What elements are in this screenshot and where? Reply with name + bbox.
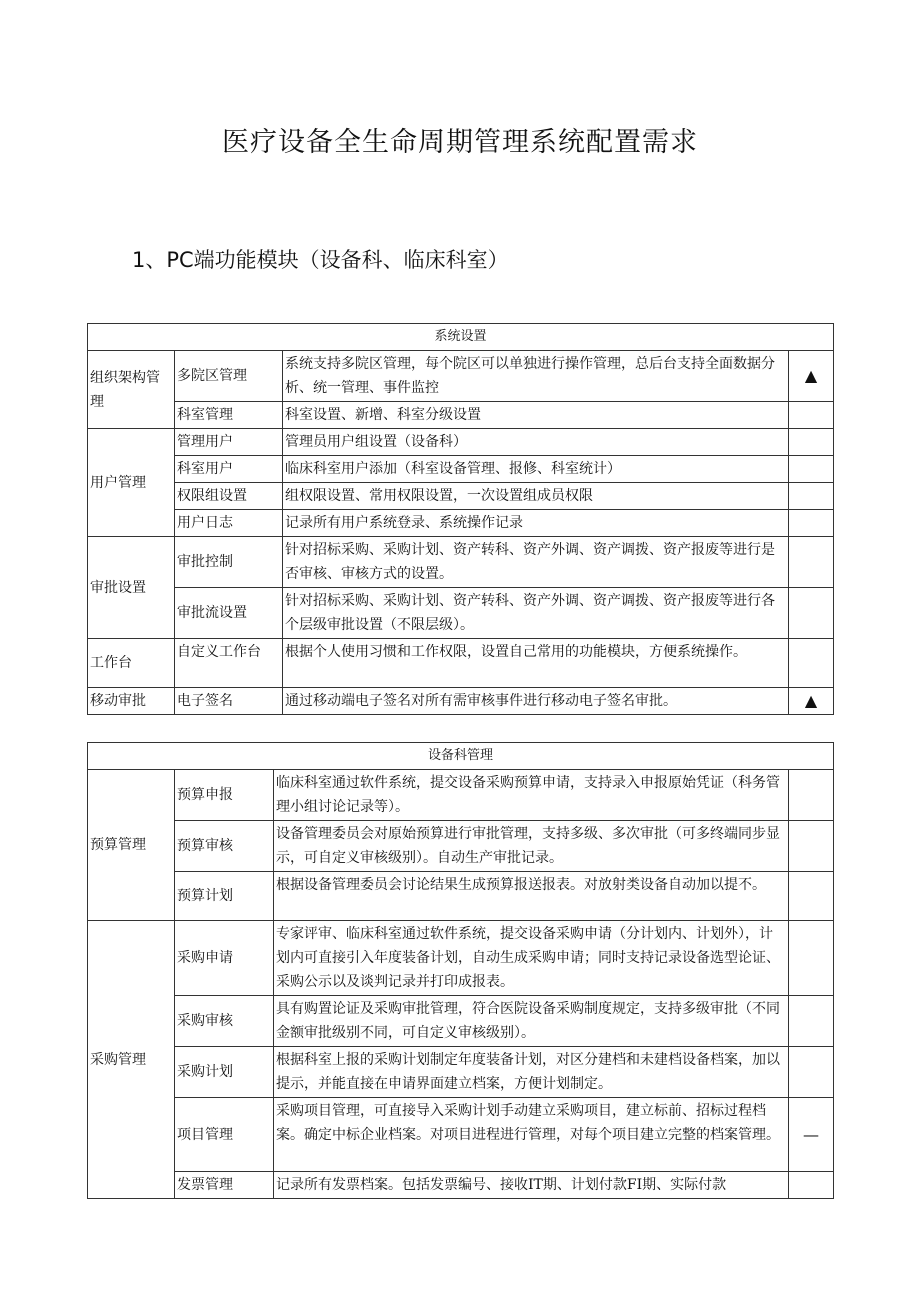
desc-cell: 临床科室用户添加（科室设备管理、报修、科室统计） [283, 456, 789, 483]
mark-cell [789, 483, 834, 510]
group-cell: 预算管理 [88, 770, 175, 921]
mark-cell [789, 537, 834, 588]
table-header: 系统设置 [88, 324, 834, 351]
item-cell: 审批控制 [175, 537, 283, 588]
dash-marker-icon: — [789, 1098, 834, 1172]
group-cell: 审批设置 [88, 537, 175, 639]
group-cell: 工作台 [88, 639, 175, 688]
mark-cell [789, 921, 834, 996]
mark-cell [789, 402, 834, 429]
desc-cell: 科室设置、新增、科室分级设置 [283, 402, 789, 429]
system-settings-table [87, 323, 834, 715]
desc-cell: 记录所有用户系统登录、系统操作记录 [283, 510, 789, 537]
desc-cell: 设备管理委员会对原始预算进行审批管理，支持多级、多次审批（可多终端同步显示，可自定义审核级别）。自动生产审批记录。 [274, 821, 789, 872]
item-cell: 采购计划 [175, 1047, 274, 1098]
group-cell: 用户管理 [88, 429, 175, 537]
item-cell: 自定义工作台 [175, 639, 283, 688]
item-cell: 权限组设置 [175, 483, 283, 510]
triangle-marker-icon: ▲ [789, 351, 834, 402]
item-cell: 管理用户 [175, 429, 283, 456]
mark-cell [789, 821, 834, 872]
desc-cell: 根据设备管理委员会讨论结果生成预算报送报表。对放射类设备自动加以提不。 [274, 872, 789, 921]
desc-cell: 针对招标采购、采购计划、资产转科、资产外调、资产调拨、资产报废等进行各个层级审批设置（不限层级）。 [283, 588, 789, 639]
desc-cell: 具有购置论证及采购审批管理，符合医院设备采购制度规定，支持多级审批（不同金额审批级别不同，可自定义审核级别）。 [274, 996, 789, 1047]
item-cell: 预算审核 [175, 821, 274, 872]
equipment-dept-table [87, 742, 834, 1199]
mark-cell [789, 770, 834, 821]
desc-cell: 专家评审、临床科室通过软件系统，提交设备采购申请（分计划内、计划外），计划内可直接引入年度装备计划，自动生成采购申请；同时支持记录设备选型论证、采购公示以及谈判记录并打印成报表。 [274, 921, 789, 996]
desc-cell: 根据科室上报的采购计划制定年度装备计划，对区分建档和未建档设备档案，加以提示，并能直接在申请界面建立档案，方便计划制定。 [274, 1047, 789, 1098]
triangle-marker-icon: ▲ [789, 688, 834, 715]
item-cell: 多院区管理 [175, 351, 283, 402]
desc-cell: 临床科室通过软件系统，提交设备采购预算申请，支持录入申报原始凭证（科务管理小组讨论记录等）。 [274, 770, 789, 821]
document-title: 医疗设备全生命周期管理系统配置需求 [222, 127, 698, 158]
desc-cell: 组权限设置、常用权限设置，一次设置组成员权限 [283, 483, 789, 510]
mark-cell [789, 588, 834, 639]
group-cell: 采购管理 [88, 921, 175, 1199]
item-cell: 用户日志 [175, 510, 283, 537]
item-cell: 项目管理 [175, 1098, 274, 1172]
mark-cell [789, 1047, 834, 1098]
desc-cell: 系统支持多院区管理，每个院区可以单独进行操作管理，总后台支持全面数据分析、统一管理、事件监控 [283, 351, 789, 402]
mark-cell [789, 1172, 834, 1199]
item-cell: 审批流设置 [175, 588, 283, 639]
desc-cell: 采购项目管理，可直接导入采购计划手动建立采购项目，建立标前、招标过程档案。确定中标企业档案。对项目进程进行管理，对每个项目建立完整的档案管理。 [274, 1098, 789, 1172]
group-cell: 移动审批 [88, 688, 175, 715]
table-header: 设备科管理 [88, 743, 834, 770]
item-cell: 电子签名 [175, 688, 283, 715]
section-heading: 1、PC端功能模块（设备科、临床科室） [132, 248, 509, 272]
mark-cell [789, 456, 834, 483]
item-cell: 预算计划 [175, 872, 274, 921]
item-cell: 采购审核 [175, 996, 274, 1047]
item-cell: 科室用户 [175, 456, 283, 483]
desc-cell: 针对招标采购、采购计划、资产转科、资产外调、资产调拨、资产报废等进行是否审核、审核方式的设置。 [283, 537, 789, 588]
desc-cell: 通过移动端电子签名对所有需审核事件进行移动电子签名审批。 [283, 688, 789, 715]
mark-cell [789, 510, 834, 537]
desc-cell: 记录所有发票档案。包括发票编号、接收ΙΤ期、计划付款FI期、实际付款 [274, 1172, 789, 1199]
item-cell: 采购申请 [175, 921, 274, 996]
desc-cell: 根据个人使用习惯和工作权限，设置自己常用的功能模块，方便系统操作。 [283, 639, 789, 688]
mark-cell [789, 872, 834, 921]
mark-cell [789, 429, 834, 456]
item-cell: 预算申报 [175, 770, 274, 821]
item-cell: 发票管理 [175, 1172, 274, 1199]
group-cell: 组织架构管理 [88, 351, 175, 429]
mark-cell [789, 639, 834, 688]
desc-cell: 管理员用户组设置（设备科） [283, 429, 789, 456]
item-cell: 科室管理 [175, 402, 283, 429]
mark-cell [789, 996, 834, 1047]
